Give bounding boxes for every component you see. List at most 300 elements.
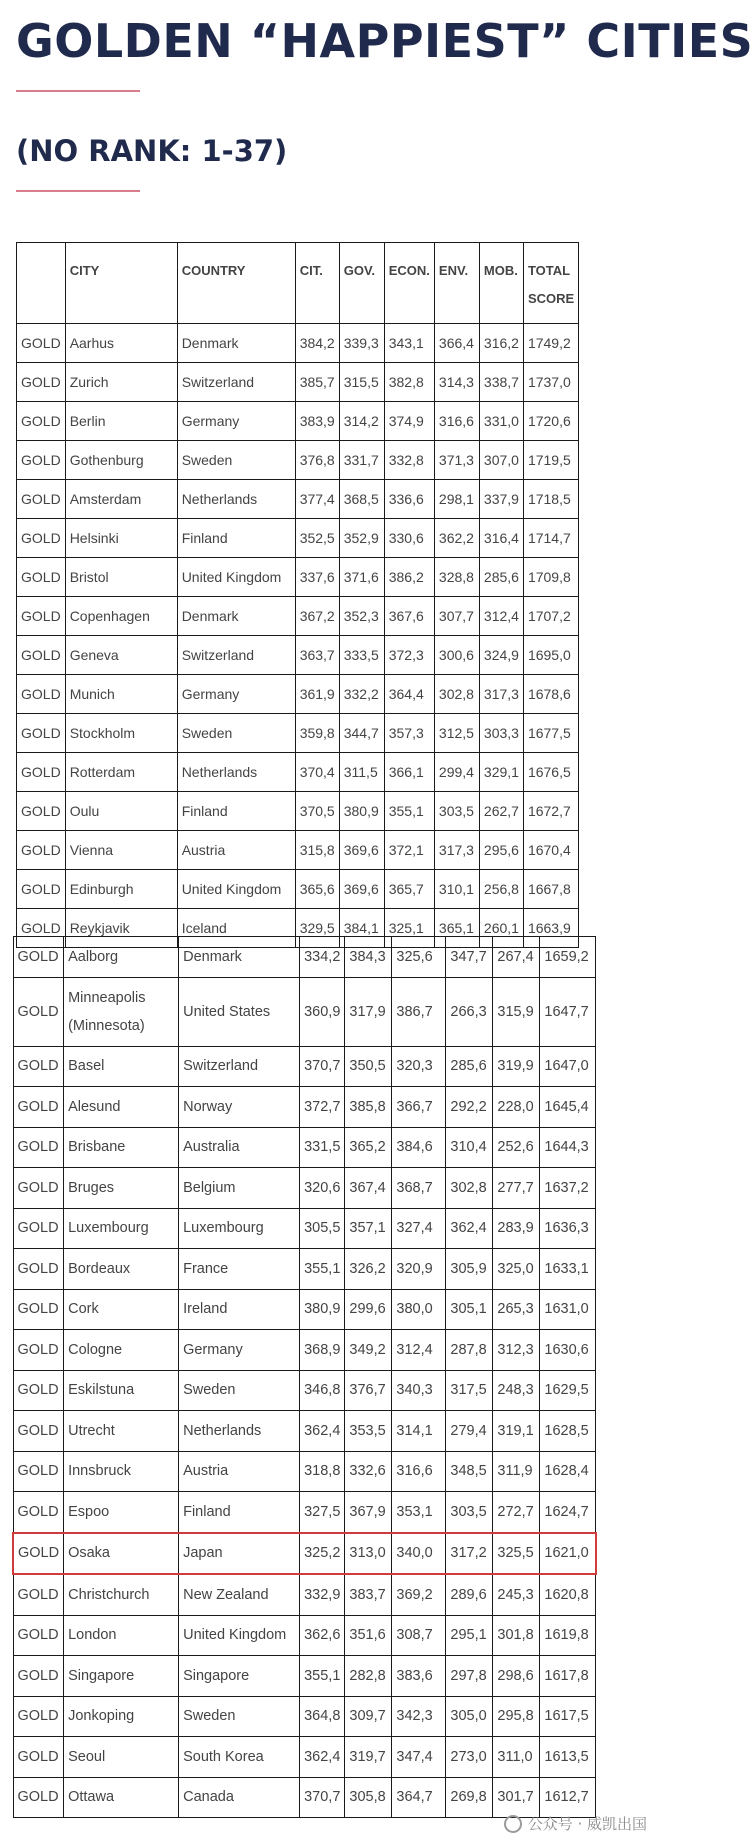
cell-country: United States: [179, 977, 300, 1046]
cell-tier: GOLD: [13, 1615, 64, 1656]
cell-country: United Kingdom: [179, 1615, 300, 1656]
cell-country: South Korea: [179, 1737, 300, 1778]
cell-tier: GOLD: [13, 1330, 64, 1371]
cell-env: 317,5: [446, 1370, 493, 1411]
title-underline: [16, 90, 140, 92]
cell-total: 1749,2: [523, 324, 578, 363]
cell-total: 1719,5: [523, 441, 578, 480]
cell-city: Innsbruck: [64, 1451, 179, 1492]
cell-gov: 305,8: [345, 1777, 392, 1818]
cell-total: 1714,7: [523, 519, 578, 558]
cell-mob: 316,4: [479, 519, 523, 558]
cell-env: 317,2: [446, 1533, 493, 1575]
header-econ: ECON.: [384, 243, 434, 324]
cell-cit: 331,5: [300, 1127, 345, 1168]
header-total: TOTAL SCORE: [523, 243, 578, 324]
cell-econ: 336,6: [384, 480, 434, 519]
cell-total: 1644,3: [540, 1127, 596, 1168]
cell-cit: 377,4: [295, 480, 339, 519]
cell-econ: 353,1: [392, 1492, 446, 1533]
cell-tier: GOLD: [13, 1289, 64, 1330]
cell-gov: 314,2: [339, 402, 384, 441]
cell-mob: 248,3: [493, 1370, 540, 1411]
cell-econ: 372,3: [384, 636, 434, 675]
cell-cit: 362,6: [300, 1615, 345, 1656]
cell-cit: 334,2: [300, 937, 345, 978]
cell-econ: 308,7: [392, 1615, 446, 1656]
cell-country: Netherlands: [177, 753, 295, 792]
cell-country: Belgium: [179, 1168, 300, 1209]
cell-total: 1633,1: [540, 1249, 596, 1290]
cell-total: 1647,0: [540, 1046, 596, 1087]
cell-country: Norway: [179, 1087, 300, 1128]
cell-city: Edinburgh: [65, 870, 177, 909]
cell-country: France: [179, 1249, 300, 1290]
cell-econ: 355,1: [384, 792, 434, 831]
cell-econ: 364,4: [384, 675, 434, 714]
table-row: [17, 675, 579, 714]
cell-city: Aarhus: [65, 324, 177, 363]
cell-gov: 353,5: [345, 1411, 392, 1452]
table-row: [17, 480, 579, 519]
table-row: [13, 1777, 596, 1818]
table-row: [13, 1737, 596, 1778]
header-city: CITY: [65, 243, 177, 324]
cell-total: 1617,5: [540, 1696, 596, 1737]
cell-total: 1677,5: [523, 714, 578, 753]
cell-cit: 315,8: [295, 831, 339, 870]
cell-city: Copenhagen: [65, 597, 177, 636]
page-title: GOLDEN “HAPPIEST” CITIES: [16, 14, 753, 68]
cell-gov: 333,5: [339, 636, 384, 675]
cell-city: Gothenburg: [65, 441, 177, 480]
watermark-text: 公众号 · 威凯出国: [527, 1815, 647, 1833]
cell-country: Luxembourg: [179, 1208, 300, 1249]
table-row: [17, 324, 579, 363]
cell-cit: 384,2: [295, 324, 339, 363]
table-row: [13, 1249, 596, 1290]
header-tier: [17, 243, 66, 324]
cities-table-part-2: [12, 936, 597, 1818]
cell-cit: 363,7: [295, 636, 339, 675]
cell-econ: 347,4: [392, 1737, 446, 1778]
cell-env: 347,7: [446, 937, 493, 978]
cell-city: Seoul: [64, 1737, 179, 1778]
cell-env: 303,5: [434, 792, 479, 831]
table-row: [13, 937, 596, 978]
cell-tier: GOLD: [17, 831, 66, 870]
cell-cit: 372,7: [300, 1087, 345, 1128]
cell-city: Osaka: [64, 1533, 179, 1575]
cell-tier: GOLD: [17, 909, 66, 948]
cell-cit: 370,4: [295, 753, 339, 792]
cell-country: Sweden: [179, 1696, 300, 1737]
cell-econ: 369,2: [392, 1574, 446, 1615]
cell-gov: 344,7: [339, 714, 384, 753]
cell-mob: 295,6: [479, 831, 523, 870]
cell-tier: GOLD: [13, 1411, 64, 1452]
table-row: [13, 1330, 596, 1371]
cell-gov: 350,5: [345, 1046, 392, 1087]
cell-country: Switzerland: [177, 363, 295, 402]
cell-total: 1718,5: [523, 480, 578, 519]
cell-total: 1663,9: [523, 909, 578, 948]
cell-econ: 343,1: [384, 324, 434, 363]
cell-tier: GOLD: [13, 937, 64, 978]
cell-total: 1707,2: [523, 597, 578, 636]
cell-total: 1619,8: [540, 1615, 596, 1656]
header-env: ENV.: [434, 243, 479, 324]
cell-cit: 383,9: [295, 402, 339, 441]
table-row: [17, 831, 579, 870]
cell-mob: 228,0: [493, 1087, 540, 1128]
table-row: [13, 1370, 596, 1411]
cell-total: 1670,4: [523, 831, 578, 870]
cell-tier: GOLD: [17, 558, 66, 597]
cell-env: 302,8: [434, 675, 479, 714]
cell-gov: 351,6: [345, 1615, 392, 1656]
cell-env: 285,6: [446, 1046, 493, 1087]
cell-country: Switzerland: [177, 636, 295, 675]
cell-mob: 319,1: [493, 1411, 540, 1452]
cell-mob: 301,8: [493, 1615, 540, 1656]
cell-tier: GOLD: [13, 1046, 64, 1087]
cell-country: Iceland: [177, 909, 295, 948]
cell-cit: 329,5: [295, 909, 339, 948]
cell-gov: 376,7: [345, 1370, 392, 1411]
cell-cit: 327,5: [300, 1492, 345, 1533]
cell-tier: GOLD: [13, 1127, 64, 1168]
cell-tier: GOLD: [17, 714, 66, 753]
cell-city: Cork: [64, 1289, 179, 1330]
cell-mob: 267,4: [493, 937, 540, 978]
cell-mob: 283,9: [493, 1208, 540, 1249]
cell-total: 1709,8: [523, 558, 578, 597]
cell-gov: 380,9: [339, 792, 384, 831]
cell-mob: 298,6: [493, 1656, 540, 1697]
cell-cit: 362,4: [300, 1411, 345, 1452]
cell-env: 295,1: [446, 1615, 493, 1656]
cell-mob: 319,9: [493, 1046, 540, 1087]
cell-econ: 366,1: [384, 753, 434, 792]
cell-city: Eskilstuna: [64, 1370, 179, 1411]
cell-tier: GOLD: [17, 597, 66, 636]
table-row: [17, 597, 579, 636]
cell-cit: 370,7: [300, 1777, 345, 1818]
cell-total: 1631,0: [540, 1289, 596, 1330]
cell-tier: GOLD: [13, 1533, 64, 1575]
cell-total: 1667,8: [523, 870, 578, 909]
cell-mob: 295,8: [493, 1696, 540, 1737]
cell-cit: 318,8: [300, 1451, 345, 1492]
cell-city: Oulu: [65, 792, 177, 831]
table-row: [13, 1492, 596, 1533]
cell-gov: 368,5: [339, 480, 384, 519]
cell-econ: 357,3: [384, 714, 434, 753]
cell-gov: 331,7: [339, 441, 384, 480]
cell-econ: 340,0: [392, 1533, 446, 1575]
cell-total: 1617,8: [540, 1656, 596, 1697]
cell-gov: 326,2: [345, 1249, 392, 1290]
table-row: [13, 1574, 596, 1615]
cell-tier: GOLD: [17, 324, 66, 363]
cell-country: Denmark: [177, 597, 295, 636]
cell-env: 287,8: [446, 1330, 493, 1371]
cell-tier: GOLD: [17, 519, 66, 558]
cell-gov: 315,5: [339, 363, 384, 402]
cell-city: Bristol: [65, 558, 177, 597]
cell-gov: 332,6: [345, 1451, 392, 1492]
table-row: [17, 519, 579, 558]
cell-env: 362,2: [434, 519, 479, 558]
cell-mob: 312,3: [493, 1330, 540, 1371]
cell-gov: 357,1: [345, 1208, 392, 1249]
table-row: [13, 1615, 596, 1656]
cell-env: 365,1: [434, 909, 479, 948]
cell-city: Ottawa: [64, 1777, 179, 1818]
cell-total: 1737,0: [523, 363, 578, 402]
cell-gov: 369,6: [339, 831, 384, 870]
cell-total: 1659,2: [540, 937, 596, 978]
cell-gov: 309,7: [345, 1696, 392, 1737]
cell-cit: 362,4: [300, 1737, 345, 1778]
cell-country: Japan: [179, 1533, 300, 1575]
cell-city: Espoo: [64, 1492, 179, 1533]
cell-mob: 272,7: [493, 1492, 540, 1533]
header-gov: GOV.: [339, 243, 384, 324]
cell-mob: 260,1: [479, 909, 523, 948]
cell-econ: 320,9: [392, 1249, 446, 1290]
table-row: [13, 1411, 596, 1452]
cell-city: Geneva: [65, 636, 177, 675]
cell-econ: 366,7: [392, 1087, 446, 1128]
cell-total: 1624,7: [540, 1492, 596, 1533]
cell-env: 269,8: [446, 1777, 493, 1818]
cell-country: Switzerland: [179, 1046, 300, 1087]
cell-env: 302,8: [446, 1168, 493, 1209]
cell-econ: 383,6: [392, 1656, 446, 1697]
table-row: [17, 714, 579, 753]
cell-gov: 365,2: [345, 1127, 392, 1168]
cell-gov: 352,3: [339, 597, 384, 636]
cell-env: 362,4: [446, 1208, 493, 1249]
cell-tier: GOLD: [17, 753, 66, 792]
cell-total: 1645,4: [540, 1087, 596, 1128]
header-country: COUNTRY: [177, 243, 295, 324]
table-row: [17, 558, 579, 597]
cell-econ: 367,6: [384, 597, 434, 636]
cell-city: Luxembourg: [64, 1208, 179, 1249]
cell-total: 1621,0: [540, 1533, 596, 1575]
cell-cit: 361,9: [295, 675, 339, 714]
cell-gov: 369,6: [339, 870, 384, 909]
cell-cit: 380,9: [300, 1289, 345, 1330]
cell-cit: 359,8: [295, 714, 339, 753]
cell-mob: 303,3: [479, 714, 523, 753]
cell-country: Austria: [177, 831, 295, 870]
cell-city: Jonkoping: [64, 1696, 179, 1737]
cell-total: 1695,0: [523, 636, 578, 675]
cell-country: Netherlands: [179, 1411, 300, 1452]
cell-country: Finland: [177, 519, 295, 558]
table-row: [13, 1208, 596, 1249]
cell-tier: GOLD: [13, 1168, 64, 1209]
cell-city: Zurich: [65, 363, 177, 402]
cell-tier: GOLD: [13, 1492, 64, 1533]
cell-mob: 262,7: [479, 792, 523, 831]
table-row: [17, 792, 579, 831]
cell-env: 273,0: [446, 1737, 493, 1778]
cell-env: 307,7: [434, 597, 479, 636]
cell-country: United Kingdom: [177, 870, 295, 909]
table-row: [13, 1696, 596, 1737]
cell-env: 305,1: [446, 1289, 493, 1330]
table-row: [13, 1533, 596, 1575]
cell-gov: 352,9: [339, 519, 384, 558]
cell-gov: 313,0: [345, 1533, 392, 1575]
cell-tier: GOLD: [13, 1656, 64, 1697]
table-row: [13, 1046, 596, 1087]
table-row: [13, 1656, 596, 1697]
cell-env: 317,3: [434, 831, 479, 870]
cell-gov: 349,2: [345, 1330, 392, 1371]
cell-country: Netherlands: [177, 480, 295, 519]
table-row: [13, 1168, 596, 1209]
cell-econ: 382,8: [384, 363, 434, 402]
cell-tier: GOLD: [13, 1777, 64, 1818]
cell-gov: 332,2: [339, 675, 384, 714]
cell-mob: 325,5: [493, 1533, 540, 1575]
cell-city: London: [64, 1615, 179, 1656]
cell-country: Germany: [177, 675, 295, 714]
table-row: [13, 1451, 596, 1492]
cell-gov: 383,7: [345, 1574, 392, 1615]
cell-tier: GOLD: [17, 636, 66, 675]
cell-tier: GOLD: [13, 1574, 64, 1615]
cell-mob: 315,9: [493, 977, 540, 1046]
watermark: [504, 1813, 647, 1834]
cell-mob: 245,3: [493, 1574, 540, 1615]
cell-country: Finland: [179, 1492, 300, 1533]
cell-mob: 325,0: [493, 1249, 540, 1290]
cell-env: 297,8: [446, 1656, 493, 1697]
header-mob: MOB.: [479, 243, 523, 324]
cell-cit: 367,2: [295, 597, 339, 636]
cell-city: Singapore: [64, 1656, 179, 1697]
cell-env: 292,2: [446, 1087, 493, 1128]
cell-gov: 367,9: [345, 1492, 392, 1533]
cell-econ: 372,1: [384, 831, 434, 870]
cell-tier: GOLD: [17, 402, 66, 441]
cell-city: Munich: [65, 675, 177, 714]
cell-cit: 385,7: [295, 363, 339, 402]
cell-total: 1636,3: [540, 1208, 596, 1249]
cell-gov: 384,1: [339, 909, 384, 948]
cell-total: 1629,5: [540, 1370, 596, 1411]
cell-env: 303,5: [446, 1492, 493, 1533]
cell-econ: 386,7: [392, 977, 446, 1046]
cell-country: Sweden: [177, 714, 295, 753]
cell-econ: 384,6: [392, 1127, 446, 1168]
table-row: [17, 636, 579, 675]
table-header-row: [17, 243, 579, 324]
cell-cit: 352,5: [295, 519, 339, 558]
table-row: [17, 753, 579, 792]
cell-env: 371,3: [434, 441, 479, 480]
cell-env: 266,3: [446, 977, 493, 1046]
cell-env: 305,0: [446, 1696, 493, 1737]
cell-city: Christchurch: [64, 1574, 179, 1615]
cell-env: 300,6: [434, 636, 479, 675]
cell-econ: 340,3: [392, 1370, 446, 1411]
table-row: [13, 1289, 596, 1330]
cell-env: 314,3: [434, 363, 479, 402]
cell-tier: GOLD: [13, 1370, 64, 1411]
cell-city: Berlin: [65, 402, 177, 441]
cell-city: Brisbane: [64, 1127, 179, 1168]
cell-mob: 252,6: [493, 1127, 540, 1168]
cell-mob: 337,9: [479, 480, 523, 519]
cell-gov: 339,3: [339, 324, 384, 363]
cell-mob: 301,7: [493, 1777, 540, 1818]
cell-econ: 374,9: [384, 402, 434, 441]
cell-country: Sweden: [177, 441, 295, 480]
cell-country: Germany: [177, 402, 295, 441]
cell-total: 1613,5: [540, 1737, 596, 1778]
cell-econ: 368,7: [392, 1168, 446, 1209]
cell-mob: 329,1: [479, 753, 523, 792]
cell-econ: 327,4: [392, 1208, 446, 1249]
cell-mob: 285,6: [479, 558, 523, 597]
cell-city: Basel: [64, 1046, 179, 1087]
cell-gov: 282,8: [345, 1656, 392, 1697]
cell-mob: 312,4: [479, 597, 523, 636]
cell-country: Denmark: [177, 324, 295, 363]
table-row: [13, 1127, 596, 1168]
cell-mob: 256,8: [479, 870, 523, 909]
cell-cit: 368,9: [300, 1330, 345, 1371]
cell-tier: GOLD: [13, 1087, 64, 1128]
cell-env: 305,9: [446, 1249, 493, 1290]
cell-mob: 311,0: [493, 1737, 540, 1778]
cell-env: 366,4: [434, 324, 479, 363]
table-row: [17, 441, 579, 480]
cell-cit: 370,7: [300, 1046, 345, 1087]
cell-tier: GOLD: [13, 1249, 64, 1290]
cell-econ: 342,3: [392, 1696, 446, 1737]
cell-cit: 364,8: [300, 1696, 345, 1737]
cell-mob: 311,9: [493, 1451, 540, 1492]
cell-mob: 265,3: [493, 1289, 540, 1330]
cell-gov: 367,4: [345, 1168, 392, 1209]
table-row: [13, 1087, 596, 1128]
cell-total: 1720,6: [523, 402, 578, 441]
cell-mob: 277,7: [493, 1168, 540, 1209]
cell-city: Cologne: [64, 1330, 179, 1371]
cell-tier: GOLD: [17, 480, 66, 519]
cell-country: Australia: [179, 1127, 300, 1168]
cell-country: Austria: [179, 1451, 300, 1492]
cell-country: New Zealand: [179, 1574, 300, 1615]
cell-country: Germany: [179, 1330, 300, 1371]
cell-tier: GOLD: [17, 363, 66, 402]
cell-tier: GOLD: [17, 675, 66, 714]
cell-mob: 316,2: [479, 324, 523, 363]
cell-cit: 337,6: [295, 558, 339, 597]
cell-cit: 370,5: [295, 792, 339, 831]
cell-econ: 380,0: [392, 1289, 446, 1330]
cell-gov: 317,9: [345, 977, 392, 1046]
